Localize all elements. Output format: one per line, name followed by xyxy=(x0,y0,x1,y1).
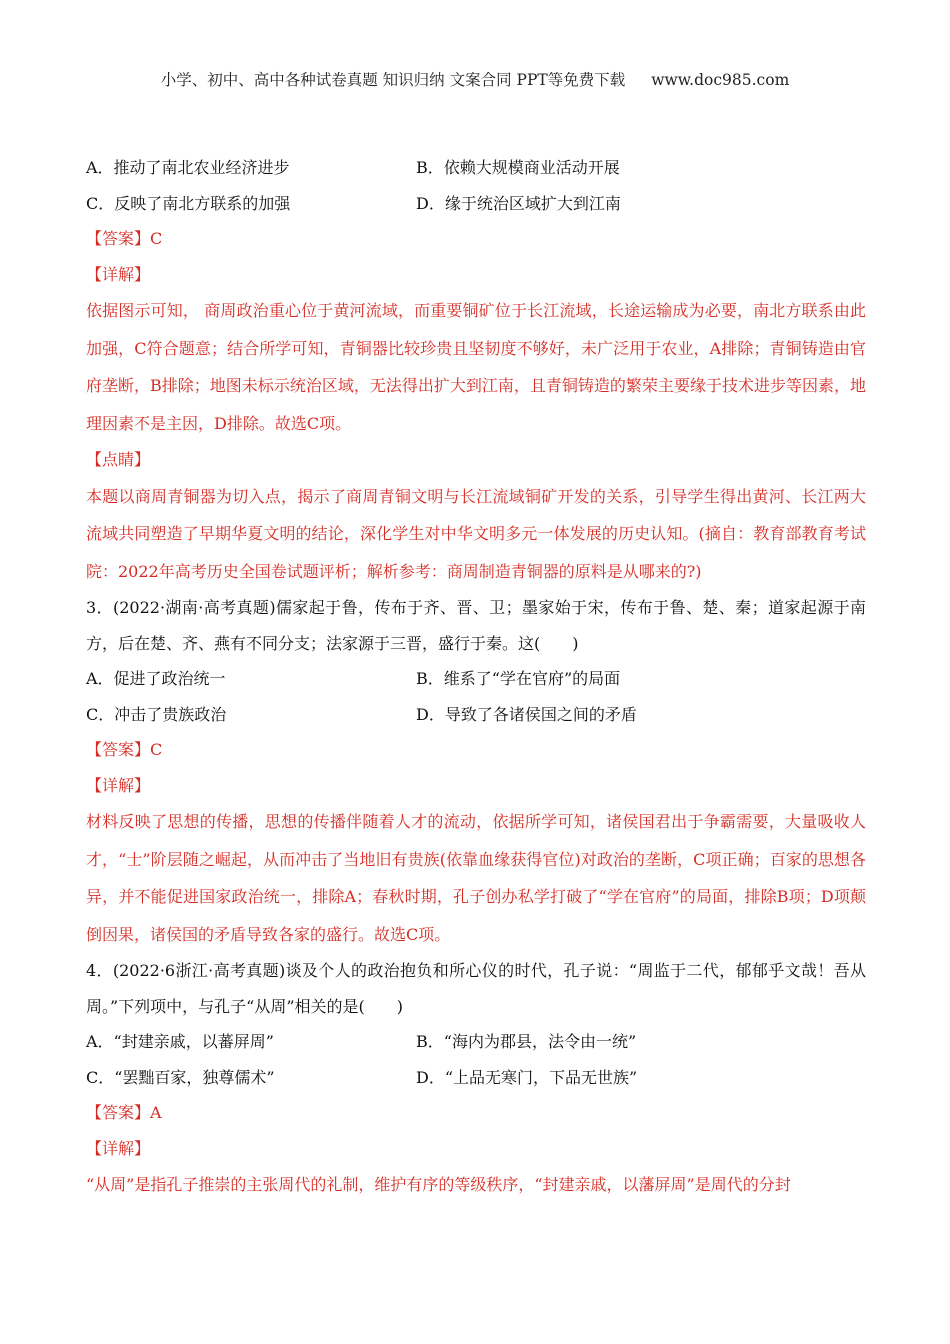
q2-option-c: C．反映了南北方联系的加强 xyxy=(86,193,291,213)
q4-options-row-2 xyxy=(86,1060,866,1096)
q2-detail-label: 【详解】 xyxy=(86,264,151,284)
header-url[interactable]: www.doc985.com xyxy=(651,71,790,89)
q4-option-d: D．“上品无寒门，下品无世族” xyxy=(416,1067,638,1087)
q2-comment-text: 本题以商周青铜器为切入点，揭示了商周青铜文明与长江流域铜矿开发的关系，引导学生得出黄河、长江两大流域共同塑造了早期华夏文明的结论，深化学生对中华文明多元一体发展的历史认知。(摘自：教育部教育考试院：2022年高考历史全国卷试题评析；解析参考：商周制造青铜器的原料是从哪来的?) xyxy=(86,486,866,581)
q3-option-a: A．促进了政治统一 xyxy=(86,669,226,688)
q3-options-row-2 xyxy=(86,697,866,733)
q2-answer: 【答案】C xyxy=(86,229,163,248)
q4-option-c: C．“罢黜百家，独尊儒术” xyxy=(86,1067,275,1087)
page-header xyxy=(0,68,950,90)
q2-options-row-1 xyxy=(86,150,866,186)
q4-options-row-1 xyxy=(86,1024,866,1060)
q3-option-b: B．维系了“学在官府”的局面 xyxy=(416,669,621,688)
q4-detail-text: “从周”是指孔子推崇的主张周代的礼制，维护有序的等级秩序，“封建亲戚，以藩屏周”是周代的分封 xyxy=(86,1175,791,1194)
q4-detail-label: 【详解】 xyxy=(86,1138,151,1158)
q3-option-d: D．导致了各诸侯国之间的矛盾 xyxy=(416,704,637,724)
q3-answer: 【答案】C xyxy=(86,740,163,759)
q3-detail-text: 材料反映了思想的传播，思想的传播伴随着人才的流动，依据所学可知，诸侯国君出于争霸需要，大量吸收人才，“士”阶层随之崛起，从而冲击了当地旧有贵族(依靠血缘获得官位)对政治的垄断，C项正确；百家的思想各异，并不能促进国家政治统一，排除A；春秋时期，孔子创办私学打破了“学在官府”的局面，排除B项；D项颠倒因果，诸侯国的矛盾导致各家的盛行。故选C项。 xyxy=(86,812,866,944)
q3-options-row-1 xyxy=(86,661,866,697)
header-text: 小学、初中、高中各种试卷真题 知识归纳 文案合同 PPT等免费下载 xyxy=(160,71,626,89)
q4-answer: 【答案】A xyxy=(86,1103,162,1122)
q2-option-b: B．依赖大规模商业活动开展 xyxy=(416,158,620,177)
q4-option-a: A．“封建亲戚，以蕃屏周” xyxy=(86,1032,274,1051)
q2-options-row-2 xyxy=(86,186,866,222)
q2-comment-label: 【点睛】 xyxy=(86,450,151,469)
q2-detail-text: 依据图示可知， 商周政治重心位于黄河流域，而重要铜矿位于长江流域，长途运输成为必要，南北方联系由此加强，C符合题意；结合所学可知，青铜器比较珍贵且坚韧度不够好，未广泛用于农业，A排除；青铜铸造由官府垄断，B排除；地图未标示统治区域，无法得出扩大到江南，且青铜铸造的繁荣主要缘于技术进步等因素，地理因素不是主因，D排除。故选C项。 xyxy=(86,301,866,433)
q4-stem: 4．(2022·6浙江·高考真题)谈及个人的政治抱负和所心仪的时代，孔子说：“周监于二代，郁郁乎文哉！吾从周。”下列项中，与孔子“从周”相关的是( ) xyxy=(86,961,866,1016)
q4-option-b: B．“海内为郡县，法令由一统” xyxy=(416,1032,637,1051)
q2-option-a: A．推动了南北农业经济进步 xyxy=(86,158,290,177)
q3-stem: 3．(2022·湖南·高考真题)儒家起于鲁，传布于齐、晋、卫；墨家始于宋，传布于鲁、楚、秦；道家起源于南方，后在楚、齐、燕有不同分支；法家源于三晋，盛行于秦。这( ) xyxy=(86,598,866,653)
q3-detail-label: 【详解】 xyxy=(86,775,151,795)
q3-option-c: C．冲击了贵族政治 xyxy=(86,704,227,724)
document-body xyxy=(86,150,866,1204)
q2-option-d: D．缘于统治区域扩大到江南 xyxy=(416,193,621,213)
